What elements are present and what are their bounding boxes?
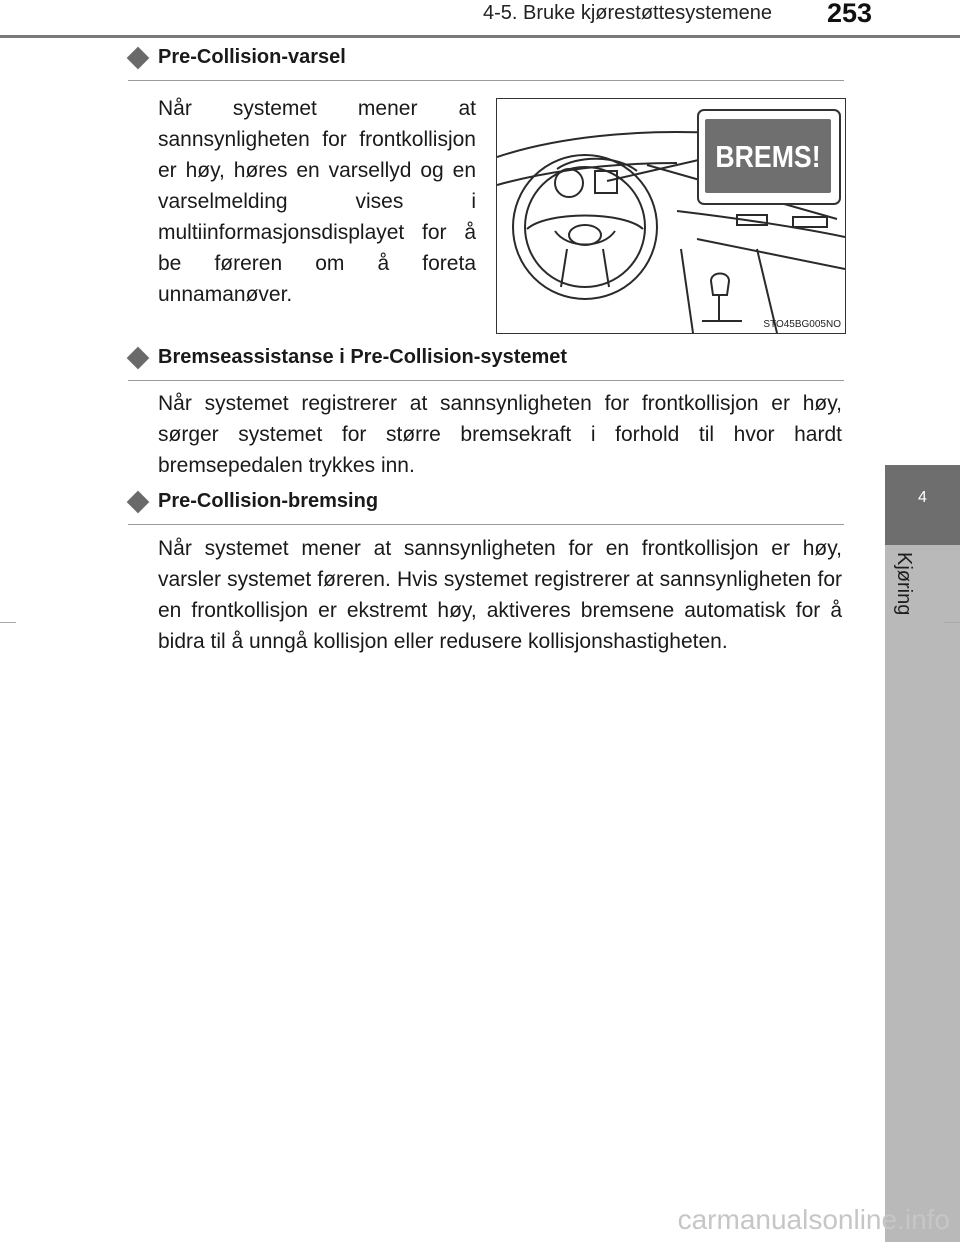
chapter-number: 4 [918, 489, 927, 506]
section-heading-pre-collision-warning [128, 40, 844, 81]
watermark: carmanualsonline.info [677, 1204, 950, 1235]
page-number: 253 [826, 0, 872, 28]
chapter-label: Kjøring [893, 552, 915, 616]
crop-mark-right [944, 622, 960, 623]
header-section-title: 4-5. Bruke kjørestøttesystemene [483, 2, 772, 24]
header-rule [0, 35, 960, 38]
crop-mark-left [0, 622, 16, 623]
section-heading-text: Bremseassistanse i Pre-Collision-systemet [158, 346, 568, 368]
diamond-bullet-icon [127, 491, 150, 514]
figure-code: STO45BG005NO [763, 319, 841, 330]
section-paragraph: Når systemet mener at sannsynligheten for frontkollisjon er høy, høres en varsellyd og en varselmelding vises i multiinformasjonsdisplayet for å be føreren om å foreta unnamanøver. [158, 97, 476, 306]
section-heading-text: Pre-Collision-bremsing [158, 490, 379, 512]
section-heading-pre-collision-braking [128, 484, 844, 525]
section-heading-text: Pre-Collision-varsel [158, 46, 346, 68]
diamond-bullet-icon [127, 347, 150, 370]
chapter-strip [885, 545, 960, 1242]
section-paragraph: Når systemet registrerer at sannsynligheten for frontkollisjon er høy, sørger systemet for større bremsekraft i forhold til hvor hardt bremsepedalen trykkes inn. [158, 392, 842, 477]
multi-information-display [705, 119, 831, 193]
section-paragraph: Når systemet mener at sannsynligheten for en frontkollisjon er høy, varsler systemet føreren. Hvis systemet registrerer at sannsynligheten for en frontkollisjon er ekstremt høy, aktiveres bremsene automatisk for å bidra til å unngå kollisjon eller redusere kollisjonshastigheten. [158, 537, 842, 653]
brake-warning-message: BREMS! [715, 139, 821, 174]
section-heading-brake-assist [128, 340, 844, 381]
chapter-tab [885, 465, 960, 545]
display-callout [697, 109, 841, 205]
dashboard-illustration [496, 98, 846, 334]
diamond-bullet-icon [127, 47, 150, 70]
